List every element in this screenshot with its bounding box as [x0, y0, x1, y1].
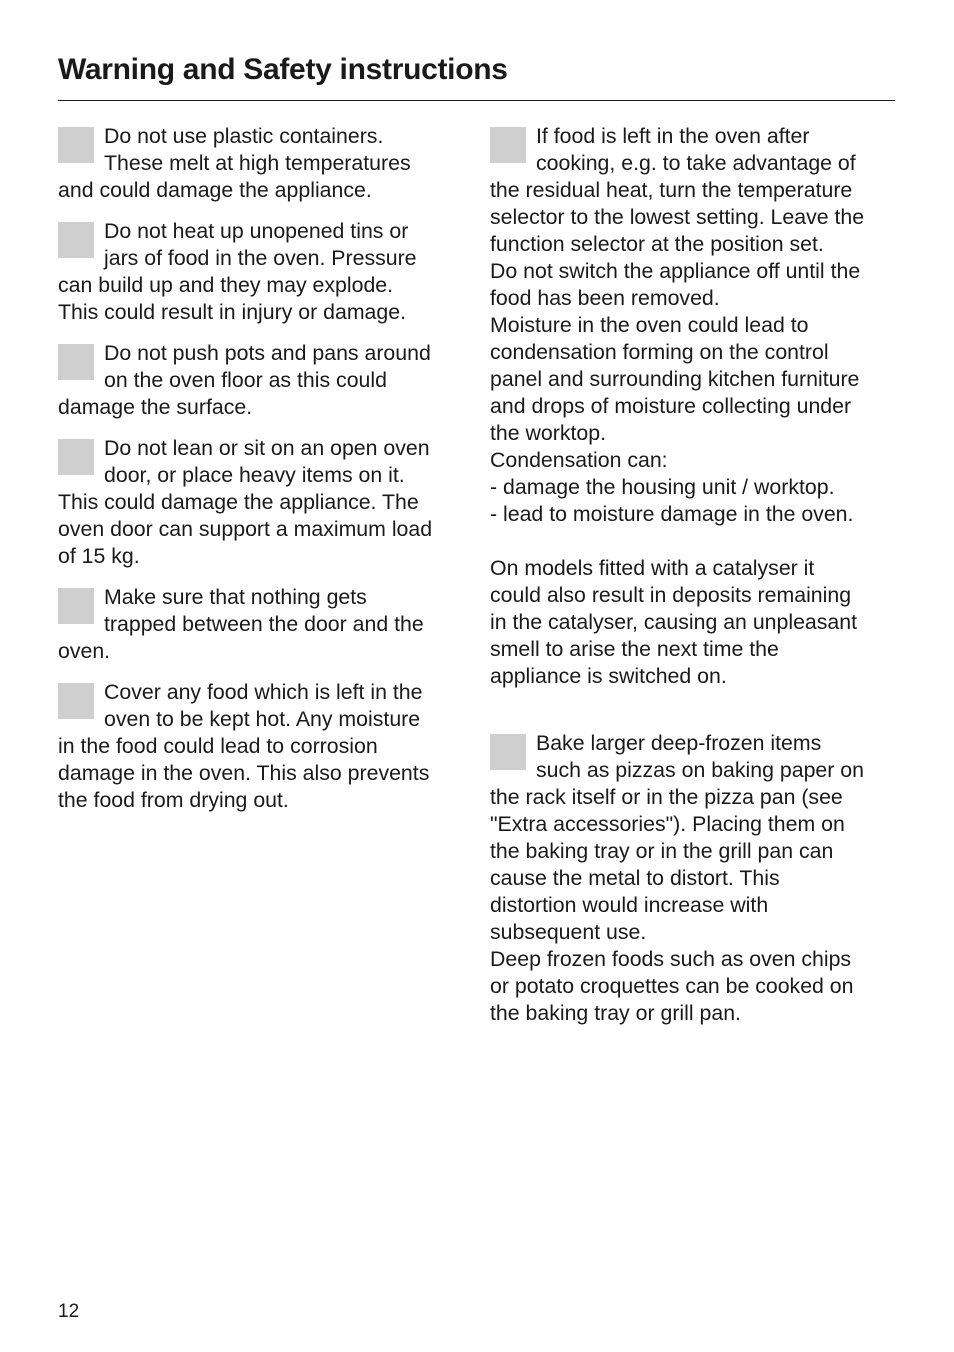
warning-item-deep-frozen — [490, 730, 900, 1027]
warning-marker-icon — [58, 439, 94, 475]
warning-text: If food is left in the oven after cooking, e.g. to take advantage of the residual heat, turn the temperature selector to the lowest setting. Leave the function selector at the position set. Do not switch the appliance off until the food has been removed. Moisture in the oven could lead to condensation forming on the control panel and surrounding kitchen furniture and drops of moisture collecting under the worktop. Condensation can: - damage the housing unit / worktop. - lead to moisture damage in the oven. On models fitted with a catalyser it could also result in deposits remaining in the catalyser, causing an unpleasant smell to arise the next time the appliance is switched on. — [490, 124, 865, 688]
warning-item — [58, 584, 468, 665]
title-divider — [58, 100, 895, 101]
warning-text: Do not heat up unopened tins or jars of food in the oven. Pressure can build up and they may explode. This could result in injury or damage. — [58, 219, 417, 324]
warning-marker-icon — [58, 344, 94, 380]
warning-marker-icon — [58, 127, 94, 163]
right-column — [490, 123, 900, 1041]
warning-item — [58, 435, 468, 570]
warning-item — [58, 340, 468, 421]
warning-text: Make sure that nothing gets trapped between the door and the oven. — [58, 585, 424, 663]
warning-item-residual-heat — [490, 123, 900, 690]
warning-text: Do not push pots and pans around on the oven floor as this could damage the surface. — [58, 341, 431, 419]
warning-item — [58, 123, 468, 204]
warning-text: Bake larger deep-frozen items such as pizzas on baking paper on the rack itself or in the pizza pan (see "Extra accessories"). Placing them on the baking tray or in the grill pan can cause the metal to distort. This distortion would increase with subsequent use. Deep frozen foods such as oven chips or potato croquettes can be cooked on the baking tray or grill pan. — [490, 731, 864, 1025]
warning-text: Do not use plastic containers. These melt at high temperatures and could damage the appliance. — [58, 124, 411, 202]
warning-marker-icon — [58, 683, 94, 719]
left-column — [58, 123, 468, 828]
page-number: 12 — [58, 1301, 80, 1322]
warning-marker-icon — [58, 222, 94, 258]
warning-marker-icon — [490, 127, 526, 163]
warning-text: Do not lean or sit on an open oven door, or place heavy items on it. This could damage the appliance. The oven door can support a maximum load of 15 kg. — [58, 436, 433, 568]
warning-marker-icon — [490, 734, 526, 770]
warning-text: Cover any food which is left in the oven to be kept hot. Any moisture in the food could lead to corrosion damage in the oven. This also prevents the food from drying out. — [58, 680, 430, 812]
warning-marker-icon — [58, 588, 94, 624]
page-title: Warning and Safety instructions — [58, 53, 508, 86]
warning-item — [58, 218, 468, 326]
warning-item — [58, 679, 468, 814]
